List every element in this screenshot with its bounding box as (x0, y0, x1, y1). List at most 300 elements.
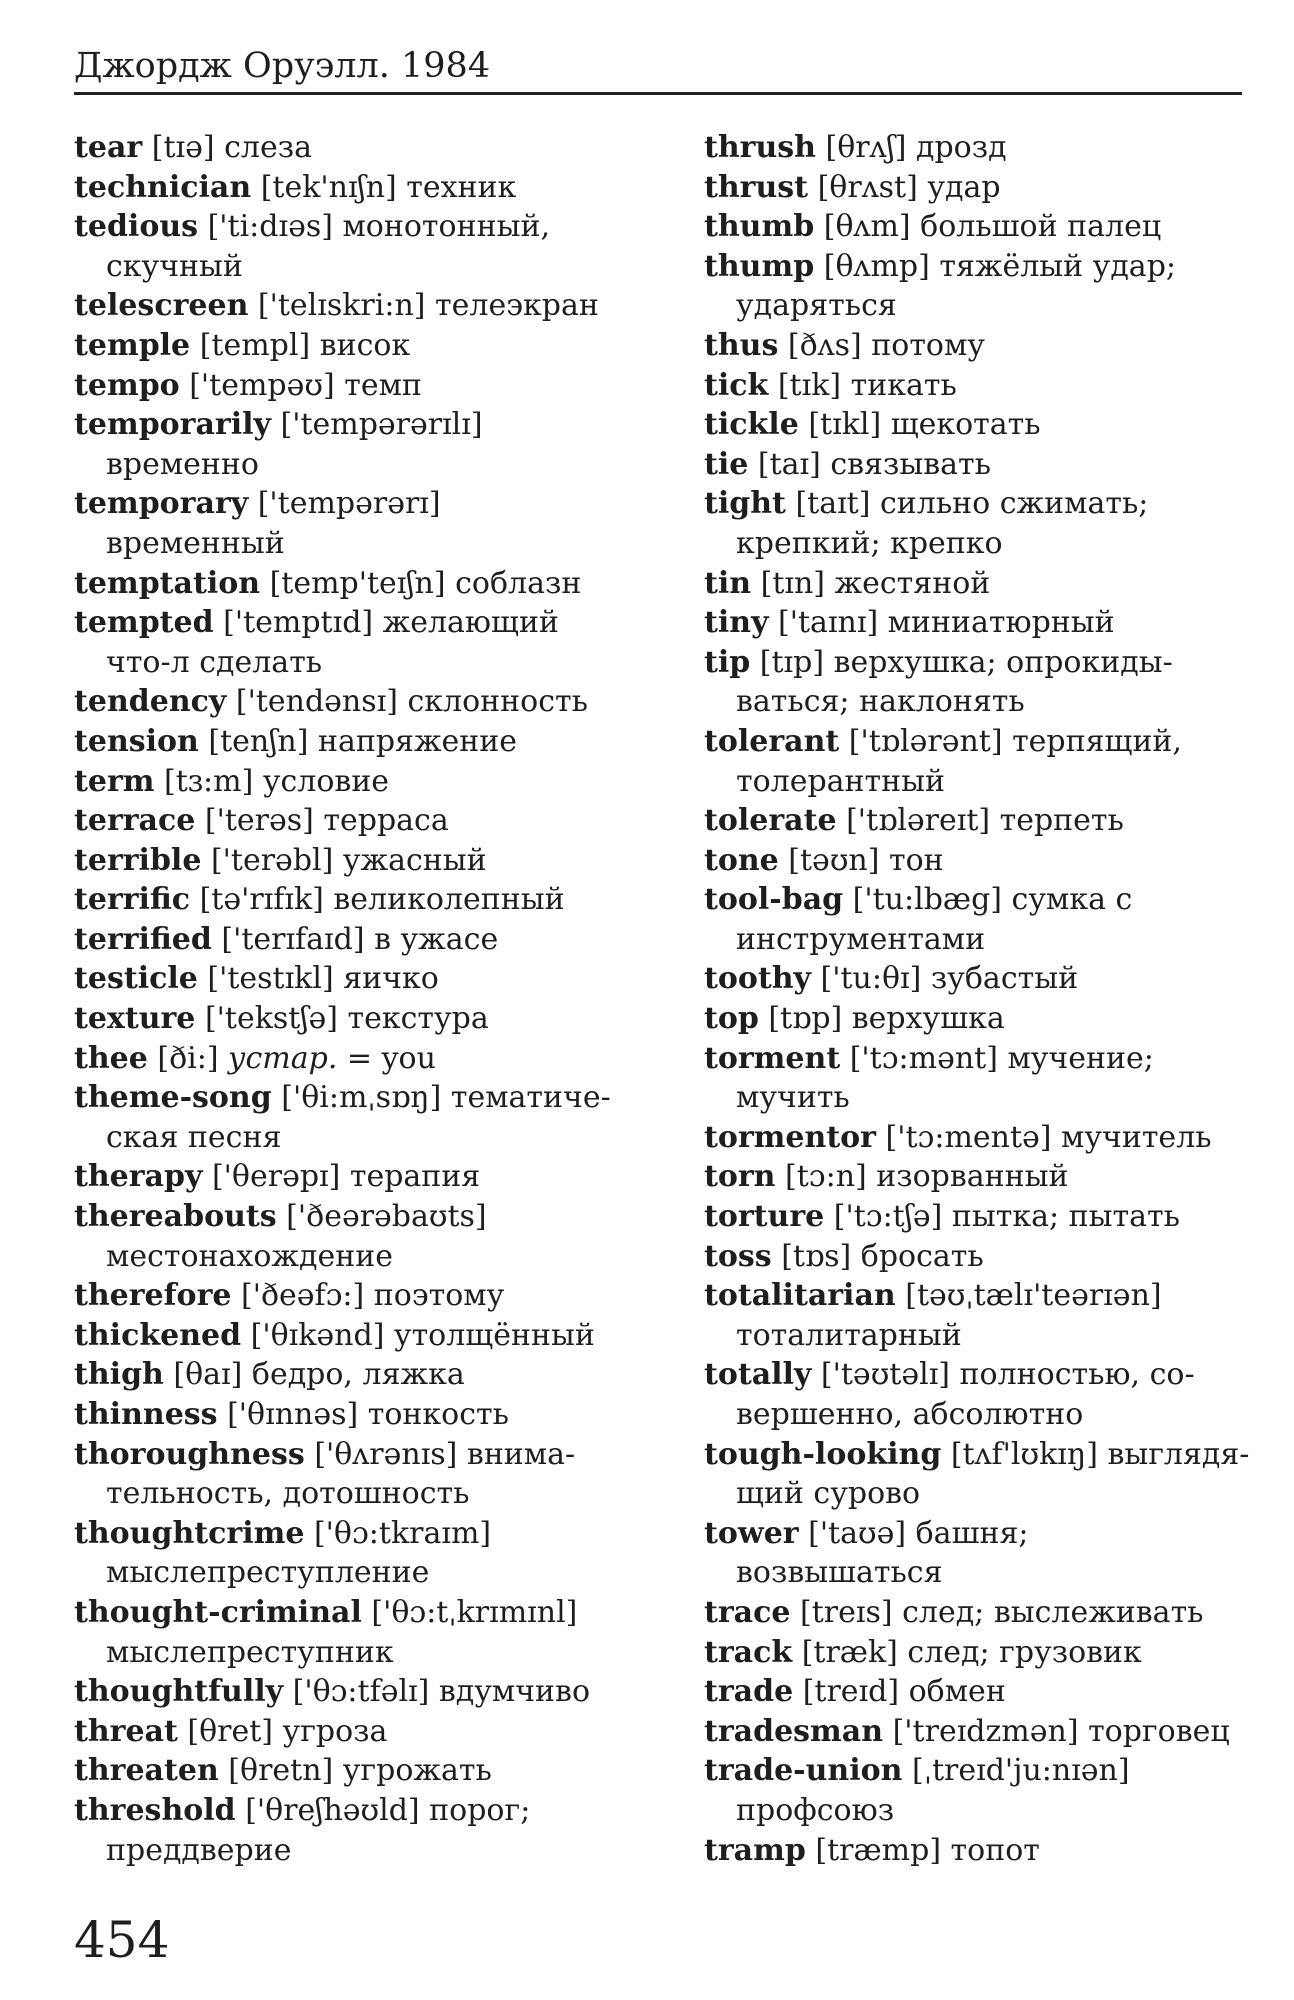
entry-definition: ['θʌrənɪs] внима- (304, 1436, 576, 1472)
dictionary-entry (704, 247, 1244, 326)
dictionary-entry (74, 999, 654, 1039)
entry-line (74, 1791, 654, 1831)
headword: threshold (74, 1792, 236, 1828)
entry-definition-tail: = you (337, 1040, 436, 1076)
dictionary-entry (704, 128, 1244, 168)
dictionary-entry (74, 1395, 654, 1435)
entry-line (74, 1039, 654, 1079)
dictionary-entry (704, 959, 1244, 999)
entry-definition: ['təʊtəlɪ] полностью, со- (811, 1357, 1195, 1393)
entry-continuation (74, 643, 654, 683)
dictionary-entry (704, 722, 1244, 801)
entry-definition: [ði:] (147, 1040, 229, 1076)
entry-definition: ['tu:θɪ] зубастый (810, 961, 1079, 997)
entry-line (704, 643, 1244, 683)
entry-continuation (74, 1118, 654, 1158)
entry-line (704, 128, 1244, 168)
entry-definition: [tɔ:n] изорванный (775, 1159, 1069, 1195)
running-header (74, 40, 1242, 95)
entry-line (704, 1633, 1244, 1673)
headword: thrush (704, 130, 816, 165)
headword: thoughtcrime (74, 1515, 305, 1551)
dictionary-entry (704, 1514, 1244, 1593)
entry-definition: [θretn] угрожать (218, 1753, 492, 1789)
dictionary-entry (74, 1157, 654, 1197)
entry-definition: [træk] след; грузовик (792, 1634, 1142, 1670)
entry-definition: ['tendənsɪ] склонность (226, 684, 588, 720)
entry-continuation (74, 1553, 654, 1593)
entry-definition: [təʊn] тон (778, 842, 944, 878)
entry-definition: ['tɒləreɪt] терпеть (836, 803, 1124, 839)
headword: therefore (74, 1278, 232, 1314)
entry-line (704, 326, 1244, 366)
headword: tolerant (704, 723, 840, 759)
entry-continuation (704, 762, 1244, 802)
entry-definition: ['θɔ:tfəlɪ] вдумчиво (283, 1674, 591, 1710)
entry-continuation (704, 1474, 1244, 1514)
entry-continuation (704, 1553, 1244, 1593)
definition-continuation: инструментами (736, 921, 986, 957)
headword: tone (704, 842, 779, 878)
headword: tormentor (704, 1119, 876, 1155)
dictionary-entry (704, 326, 1244, 366)
entry-line (704, 1672, 1244, 1712)
entry-definition: ['θreʃhəʊld] порог; (235, 1792, 531, 1828)
dictionary-entry (704, 1039, 1244, 1118)
dictionary-entry (74, 1593, 654, 1672)
headword: tradesman (704, 1713, 884, 1749)
headword: top (704, 1001, 759, 1037)
entry-line (74, 405, 654, 445)
headword: thrust (704, 169, 809, 205)
definition-continuation: мучить (736, 1080, 850, 1116)
entry-line (704, 1593, 1244, 1633)
entry-line (74, 564, 654, 604)
entry-definition: [θret] угроза (177, 1713, 388, 1749)
entry-definition: [θaɪ] бедро, ляжка (163, 1357, 465, 1393)
dictionary-entry (704, 1237, 1244, 1277)
headword: totalitarian (704, 1278, 896, 1314)
dictionary-entry (704, 1435, 1250, 1514)
headword: track (704, 1634, 793, 1670)
entry-definition: [tɪp] верхушка; опрокиды- (750, 644, 1173, 680)
entry-line (704, 880, 1244, 920)
dictionary-entry (74, 880, 654, 920)
entry-line (704, 1712, 1244, 1752)
entry-definition: ['ðeərəbaʊts] (276, 1199, 487, 1235)
entry-line (74, 603, 654, 643)
headword: torn (704, 1159, 776, 1195)
headword: texture (74, 1001, 196, 1037)
entry-line (704, 1237, 1244, 1277)
dictionary-entry (74, 959, 654, 999)
entry-definition: [tek'nɪʃn] техник (251, 169, 517, 205)
entry-continuation (704, 286, 1244, 326)
entry-definition: [taɪ] связывать (748, 446, 991, 482)
definition-continuation: щий сурово (736, 1476, 921, 1512)
entry-definition: [tɪkl] щекотать (798, 407, 1041, 443)
entry-line (74, 999, 654, 1039)
entry-continuation (704, 1316, 1244, 1356)
page-number: 454 (74, 1911, 170, 1969)
dictionary-entry (704, 1197, 1244, 1237)
entry-line (704, 168, 1244, 208)
dictionary-entry (74, 366, 654, 406)
entry-definition: ['θɪkənd] утолщённый (241, 1317, 595, 1353)
entry-definition: ['testɪkl] яичко (197, 961, 439, 997)
headword: thoughtfully (74, 1674, 284, 1710)
entry-line (74, 1157, 654, 1197)
dictionary-entry (704, 168, 1244, 208)
definition-continuation: вершенно, абсолютно (736, 1397, 1084, 1432)
dictionary-entry (74, 1672, 654, 1712)
dictionary-entry (704, 564, 1244, 604)
headword: telescreen (74, 288, 249, 324)
entry-continuation (74, 247, 654, 287)
entry-definition: [ðʌs] потому (778, 327, 985, 363)
definition-continuation: временный (106, 525, 285, 561)
definition-continuation: ваться; наклонять (736, 684, 1025, 720)
dictionary-entry (74, 1751, 654, 1791)
dictionary-entry (74, 1514, 654, 1593)
definition-continuation: что-л сделать (106, 644, 323, 680)
definition-continuation: тоталитарный (736, 1317, 962, 1353)
headword: thigh (74, 1357, 164, 1393)
headword: tool-bag (704, 882, 844, 918)
dictionary-entry (74, 1276, 654, 1316)
headword: temporarily (74, 407, 271, 443)
dictionary-entry (74, 1791, 654, 1870)
entry-line (704, 959, 1244, 999)
entry-definition: ['tɔ:tʃə] пытка; пытать (824, 1199, 1180, 1235)
entry-continuation (704, 1395, 1244, 1435)
entry-definition: [tə'rɪfɪk] великолепный (190, 882, 565, 918)
dictionary-entry (74, 603, 654, 682)
definition-continuation: скучный (106, 248, 243, 284)
definition-continuation: местонахождение (106, 1238, 393, 1274)
headword: tough-looking (704, 1436, 942, 1472)
entry-definition: ['θɔ:tkraɪm] (304, 1515, 492, 1551)
dictionary-entry (74, 128, 654, 168)
headword: tempo (74, 367, 180, 403)
usage-label: устар. (228, 1040, 338, 1076)
dictionary-entry (704, 603, 1244, 643)
entry-continuation (74, 445, 654, 485)
entry-continuation (704, 1791, 1244, 1831)
entry-line (704, 1276, 1244, 1316)
entry-definition: [ˌtreɪd'ju:nɪən] (902, 1753, 1130, 1789)
dictionary-entry (74, 286, 654, 326)
entry-line (704, 1039, 1244, 1079)
entry-definition: [θʌm] большой палец (814, 209, 1162, 245)
entry-definition: [tɪn] жестяной (751, 565, 991, 601)
definition-continuation: ударяться (736, 288, 897, 324)
headword: tramp (704, 1832, 806, 1868)
entry-definition: [θrʌʃ] дрозд (816, 130, 1007, 165)
entry-line (74, 920, 654, 960)
entry-line (74, 1355, 654, 1395)
dictionary-entry (704, 841, 1244, 881)
entry-definition: ['tu:lbæg] сумка с (843, 882, 1133, 918)
entry-definition: ['ti:dɪəs] монотонный, (198, 209, 550, 245)
right-column (704, 128, 1250, 1870)
headword: threaten (74, 1753, 219, 1789)
entry-line (74, 682, 654, 722)
dictionary-entry (704, 1355, 1244, 1434)
entry-line (74, 1316, 654, 1356)
entry-line (704, 207, 1244, 247)
entry-definition: [træmp] топот (805, 1832, 1040, 1868)
headword: thump (704, 248, 815, 284)
entry-line (74, 1672, 654, 1712)
entry-line (74, 722, 654, 762)
entry-continuation (74, 524, 654, 564)
headword: thus (704, 327, 779, 363)
headword: tower (704, 1515, 799, 1551)
entry-line (704, 247, 1244, 287)
entry-definition: [tɒs] бросать (771, 1238, 984, 1274)
entry-line (704, 1831, 1244, 1871)
dictionary-entry (704, 1672, 1244, 1712)
entry-line (74, 1197, 654, 1237)
headword: tick (704, 367, 769, 403)
dictionary-entry (74, 168, 654, 208)
entry-line (704, 1355, 1244, 1395)
dictionary-entry (74, 1316, 654, 1356)
entry-line (74, 168, 654, 208)
entry-line (74, 880, 654, 920)
dictionary-entry (704, 1118, 1244, 1158)
headword: tiny (704, 605, 769, 641)
entry-line (704, 1435, 1250, 1475)
definition-continuation: преддверие (106, 1832, 292, 1868)
entry-continuation (74, 1474, 654, 1514)
dictionary-entry (74, 920, 654, 960)
headword: temple (74, 327, 191, 363)
definition-continuation: крепкий; крепко (736, 525, 1003, 561)
entry-line (74, 762, 654, 802)
entry-definition: [tɜ:m] условие (154, 763, 390, 799)
headword: tedious (74, 209, 199, 245)
entry-line (704, 1157, 1244, 1197)
entry-line (74, 1395, 654, 1435)
entry-definition: ['θerəpɪ] терапия (202, 1159, 481, 1195)
dictionary-entry (74, 722, 654, 762)
headword: terrified (74, 921, 212, 957)
headword: tear (74, 130, 143, 165)
dictionary-entry (74, 1078, 654, 1157)
dictionary-entry (74, 326, 654, 366)
entry-definition: ['telɪskri:n] телеэкран (248, 288, 599, 324)
entry-continuation (74, 1633, 654, 1673)
headword: terrible (74, 842, 202, 878)
dictionary-entry (74, 841, 654, 881)
dictionary-entry (704, 207, 1244, 247)
entry-definition: ['θi:mˌsɒŋ] тематиче- (271, 1080, 611, 1116)
entry-line (74, 366, 654, 406)
entry-definition: ['terɪfaɪd] в ужасе (211, 921, 499, 957)
definition-continuation: профсоюз (736, 1792, 895, 1828)
entry-line (704, 603, 1244, 643)
entry-definition: [tenʃn] напряжение (198, 723, 518, 759)
headword: tip (704, 644, 751, 680)
entry-line (704, 564, 1244, 604)
entry-definition: ['tɔ:mənt] мучение; (840, 1040, 1154, 1076)
entry-definition: [tɒp] верхушка (758, 1001, 1005, 1037)
entry-line (74, 484, 654, 524)
definition-continuation: возвышаться (736, 1555, 943, 1591)
headword: tension (74, 723, 199, 759)
entry-definition: [temp'teɪʃn] соблазн (260, 565, 582, 601)
entry-definition: ['tempərərɪ] (248, 486, 441, 522)
entry-continuation (704, 524, 1244, 564)
entry-line (704, 1751, 1244, 1791)
entry-definition: ['treɪdzmən] торговец (883, 1713, 1230, 1749)
entry-definition: ['tɔ:mentə] мучитель (876, 1119, 1212, 1155)
dictionary-entry (704, 1712, 1244, 1752)
dictionary-entry (704, 366, 1244, 406)
headword: testicle (74, 961, 198, 997)
entry-line (74, 1276, 654, 1316)
entry-line (704, 1118, 1244, 1158)
headword: tickle (704, 407, 799, 443)
headword: trade (704, 1674, 794, 1710)
headword: thought-criminal (74, 1594, 362, 1630)
entry-definition: [treɪd] обмен (793, 1674, 1006, 1710)
headword: tolerate (704, 803, 837, 839)
dictionary-entry (704, 1593, 1244, 1633)
entry-line (704, 366, 1244, 406)
entry-line (74, 207, 654, 247)
entry-definition: [təʊˌtælɪ'teərɪən] (895, 1278, 1162, 1314)
entry-continuation (74, 1237, 654, 1277)
headword: thumb (704, 209, 815, 245)
headword: trace (704, 1594, 791, 1630)
dictionary-entry (74, 1197, 654, 1276)
dictionary-entry (74, 801, 654, 841)
dictionary-entry (704, 405, 1244, 445)
entry-continuation (704, 1078, 1244, 1118)
headword: totally (704, 1357, 812, 1393)
headword: term (74, 763, 155, 799)
dictionary-entry (74, 564, 654, 604)
entry-line (74, 1514, 654, 1554)
entry-continuation (74, 1831, 654, 1871)
left-column (74, 128, 654, 1870)
dictionary-entry (74, 484, 654, 563)
entry-line (704, 841, 1244, 881)
definition-continuation: ская песня (106, 1119, 282, 1155)
headword: thoroughness (74, 1436, 305, 1472)
headword: tie (704, 446, 749, 482)
dictionary-entry (704, 1751, 1244, 1830)
entry-line (74, 1435, 654, 1475)
dictionary-entry (704, 880, 1244, 959)
definition-continuation: мыслепреступление (106, 1555, 430, 1591)
dictionary-entry (704, 1831, 1244, 1871)
headword: technician (74, 169, 252, 205)
dictionary-entry (704, 1157, 1244, 1197)
dictionary-entry (74, 1039, 654, 1079)
headword: terrific (74, 882, 191, 918)
dictionary-entry (704, 484, 1244, 563)
headword: thereabouts (74, 1199, 277, 1235)
headword: thinness (74, 1397, 218, 1432)
headword: threat (74, 1713, 178, 1749)
entry-definition: ['tempəʊ] темп (179, 367, 422, 403)
headword: tempted (74, 605, 214, 641)
headword: temporary (74, 486, 249, 522)
entry-definition: [taɪt] сильно сжимать; (785, 486, 1149, 522)
entry-continuation (704, 682, 1244, 722)
headword: thickened (74, 1317, 242, 1353)
headword: toss (704, 1238, 772, 1274)
definition-continuation: временно (106, 446, 259, 482)
dictionary-entry (74, 762, 654, 802)
dictionary-entry (704, 1633, 1244, 1673)
definition-continuation: тельность, дотошность (106, 1476, 470, 1512)
dictionary-entry (74, 207, 654, 286)
headword: toothy (704, 961, 811, 997)
entry-definition: ['ðeəfɔ:] поэтому (231, 1278, 505, 1314)
entry-definition: [treɪs] след; выслеживать (790, 1594, 1204, 1630)
definition-continuation: мыслепреступник (106, 1634, 394, 1670)
entry-definition: ['terəbl] ужасный (201, 842, 487, 878)
definition-continuation: толерантный (736, 763, 946, 799)
entry-line (704, 445, 1244, 485)
header-title: Джордж Оруэлл. 1984 (74, 46, 491, 86)
entry-line (74, 128, 654, 168)
entry-line (74, 1593, 654, 1633)
dictionary-entry (74, 1712, 654, 1752)
dictionary-entry (704, 801, 1244, 841)
entry-line (704, 801, 1244, 841)
entry-line (74, 959, 654, 999)
entry-line (74, 326, 654, 366)
entry-definition: [tɪk] тикать (768, 367, 957, 403)
headword: theme-song (74, 1080, 272, 1116)
dictionary-entry (704, 643, 1244, 722)
dictionary-entry (74, 1435, 654, 1514)
dictionary-entry (704, 1276, 1244, 1355)
entry-definition: ['θɔ:tˌkrɪmɪnl] (361, 1594, 578, 1630)
headword: therapy (74, 1159, 203, 1195)
entry-definition: ['temptɪd] желающий (213, 605, 559, 641)
headword: terrace (74, 803, 196, 839)
headword: temptation (74, 565, 261, 601)
entry-line (74, 286, 654, 326)
dictionary-entry (74, 1355, 654, 1395)
entry-line (704, 405, 1244, 445)
entry-definition: ['tekstʃə] текстура (195, 1001, 489, 1037)
entry-definition: [tɪə] слеза (142, 130, 312, 165)
entry-line (704, 1197, 1244, 1237)
headword: tight (704, 486, 786, 522)
entry-line (74, 841, 654, 881)
entry-line (704, 484, 1244, 524)
entry-definition: [θrʌst] удар (808, 169, 1001, 205)
headword: torment (704, 1040, 841, 1076)
entry-line (74, 1078, 654, 1118)
entry-definition: [θʌmp] тяжёлый удар; (814, 248, 1177, 284)
entry-line (704, 999, 1244, 1039)
headword: thee (74, 1040, 148, 1076)
entry-line (74, 801, 654, 841)
dictionary-entry (704, 999, 1244, 1039)
headword: tendency (74, 684, 227, 720)
entry-definition: [tʌf'lʊkɪŋ] выглядя- (941, 1436, 1250, 1472)
dictionary-entry (74, 682, 654, 722)
